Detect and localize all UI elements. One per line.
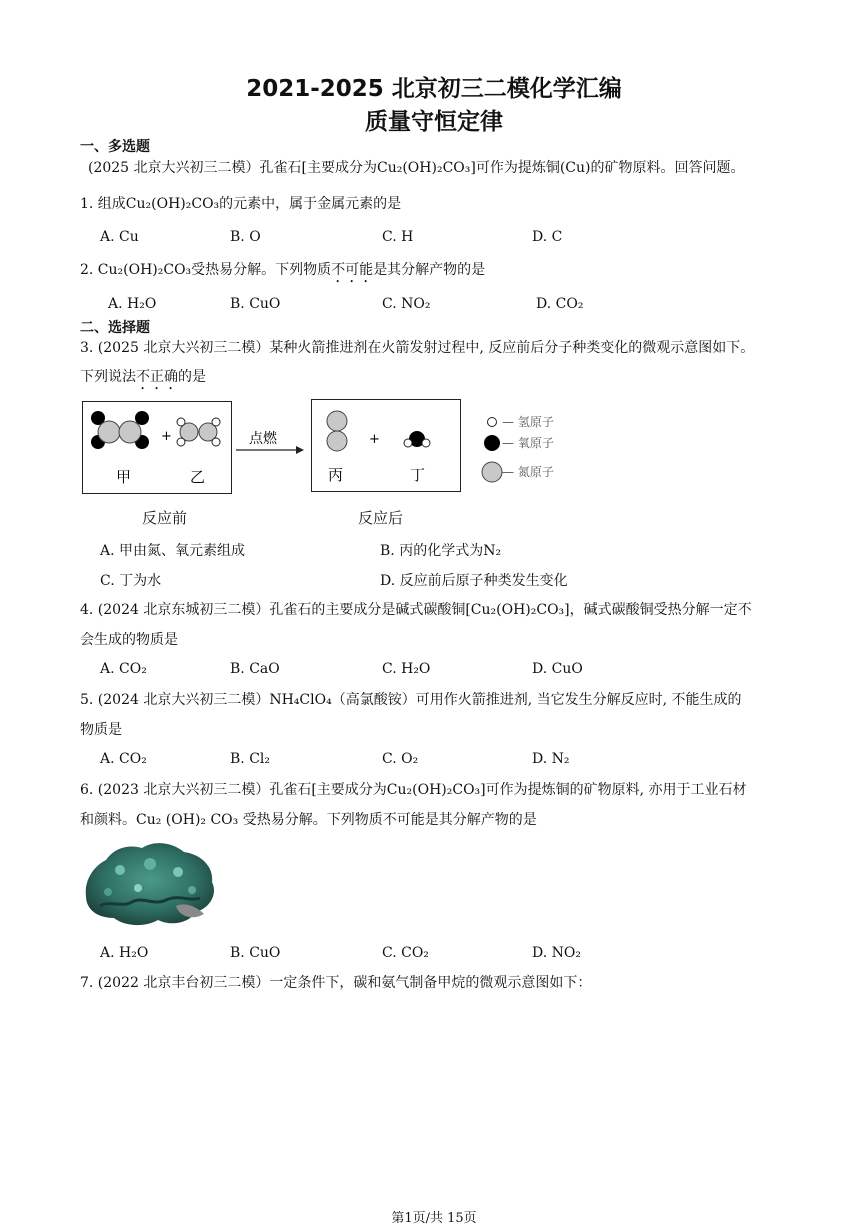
molecule-yi [177, 418, 220, 446]
q1-option-a: A. Cu [100, 229, 139, 245]
arrow-head-icon [296, 446, 304, 454]
q4-stem-line1: 4. (2024 北京东城初三二模）孔雀石的主要成分是碱式碳酸铜[Cu₂(OH)₂CO₃]，碱式碳酸铜受热分解一定不 [80, 602, 752, 618]
q2-option-b: B. CuO [230, 296, 281, 312]
q2-option-a: A. H₂O [108, 296, 157, 312]
q4-option-a: A. CO₂ [100, 661, 147, 677]
q2-stem-part-b: 是其分解产物的是 [373, 262, 486, 278]
hydrogen-atom [212, 438, 220, 446]
label-bing: 丙 [328, 466, 344, 484]
q3-stem-emphasis: 不正确 [136, 369, 178, 385]
molecule-jia [91, 411, 149, 449]
q3-option-b: B. 丙的化学式为N₂ [380, 543, 502, 559]
q5-option-c: C. O₂ [382, 751, 419, 767]
document-title: 2021-2025 北京初三二模化学汇编 [246, 76, 622, 102]
q1-option-d: D. C [532, 229, 563, 245]
q2-stem-part-a: 2. Cu₂(OH)₂CO₃受热易分解。下列物质 [80, 262, 332, 278]
hydrogen-atom [422, 439, 430, 447]
legend-oxygen-label: — 氧原子 [502, 436, 554, 450]
hydrogen-atom [212, 418, 220, 426]
q3-stem-line2-a: 下列说法 [80, 369, 136, 385]
q1-stem: 1. 组成Cu₂(OH)₂CO₃的元素中，属于金属元素的是 [80, 196, 402, 212]
mineral-crystal [144, 858, 156, 870]
hydrogen-atom [177, 438, 185, 446]
intro-text: (2025 北京大兴初三二模）孔雀石[主要成分为Cu₂(OH)₂CO₃]可作为提炼铜(Cu)的矿物原料。回答问题。 [88, 160, 745, 176]
plus-sign: + [369, 432, 380, 447]
legend-nitrogen-label: — 氮原子 [502, 465, 554, 479]
nitrogen-atom [327, 431, 347, 451]
section-heading-multi-choice: 一、多选题 [80, 139, 150, 155]
q6-stem-line1: 6. (2023 北京大兴初三二模）孔雀石[主要成分为Cu₂(OH)₂CO₃]可作为提炼铜的矿物原料, 亦用于工业石材 [80, 782, 747, 798]
q3-option-a: A. 甲由氮、氧元素组成 [100, 543, 246, 559]
nitrogen-atom [327, 411, 347, 431]
label-yi: 乙 [190, 468, 206, 486]
q5-option-b: B. Cl₂ [230, 751, 270, 767]
mineral-crystal [173, 867, 183, 877]
legend-hydrogen-label: — 氢原子 [502, 415, 554, 429]
q7-stem: 7. (2022 北京丰台初三二模）一定条件下，碳和氨气制备甲烷的微观示意图如下： [80, 975, 592, 991]
nitrogen-atom [119, 421, 141, 443]
document-subtitle: 质量守恒定律 [365, 109, 503, 135]
label-jia: 甲 [116, 468, 132, 486]
mineral-crystal [134, 884, 142, 892]
nitrogen-atom [98, 421, 120, 443]
q3-option-d: D. 反应前后原子种类发生变化 [380, 573, 568, 589]
mineral-crystal [115, 865, 125, 875]
q3-stem-line2-b: 的是 [178, 369, 206, 385]
caption-before-reaction: 反应前 [142, 509, 188, 527]
malachite-mineral-image [80, 836, 220, 932]
q4-stem-line2: 会生成的物质是 [80, 632, 178, 648]
q2-stem [80, 260, 485, 286]
q3-stem-line2 [80, 367, 206, 393]
molecule-bing [327, 411, 347, 451]
q4-option-c: C. H₂O [382, 661, 431, 677]
page-footer: 第1页/共 15页 [391, 1211, 477, 1226]
legend-nitrogen-icon [482, 462, 502, 482]
q6-option-b: B. CuO [230, 945, 281, 961]
arrow-label: 点燃 [249, 431, 277, 447]
reaction-diagram [0, 395, 868, 505]
q6-option-d: D. NO₂ [532, 945, 581, 961]
q5-stem-line1: 5. (2024 北京大兴初三二模）NH₄ClO₄（高氯酸铵）可用作火箭推进剂, 当它发生分解反应时, 不能生成的 [80, 692, 742, 708]
caption-after-reaction: 反应后 [358, 509, 404, 527]
legend-oxygen-icon [484, 435, 500, 451]
section-heading-single-choice: 二、选择题 [80, 320, 150, 336]
q2-option-c: C. NO₂ [382, 296, 431, 312]
q3-stem-line1: 3. (2025 北京大兴初三二模）某种火箭推进剂在火箭发射过程中, 反应前后分子种类变化的微观示意图如下。 [80, 340, 755, 356]
oxygen-atom [135, 411, 149, 425]
hydrogen-atom [404, 439, 412, 447]
q2-option-d: D. CO₂ [536, 296, 584, 312]
label-ding: 丁 [410, 466, 426, 484]
q3-option-c: C. 丁为水 [100, 573, 162, 589]
q4-option-b: B. CaO [230, 661, 280, 677]
q5-option-d: D. N₂ [532, 751, 570, 767]
hydrogen-atom [177, 418, 185, 426]
q4-option-d: D. CuO [532, 661, 583, 677]
q6-option-a: A. H₂O [100, 945, 149, 961]
q6-option-c: C. CO₂ [382, 945, 429, 961]
legend-hydrogen-icon [488, 418, 497, 427]
mineral-crystal [104, 888, 112, 896]
q2-stem-emphasis: 不可能 [331, 262, 374, 278]
q5-stem-line2: 物质是 [80, 722, 122, 738]
plus-sign: + [161, 429, 172, 444]
q1-option-c: C. H [382, 229, 414, 245]
q1-option-b: B. O [230, 229, 261, 245]
q6-stem-line2: 和颜料。Cu₂ (OH)₂ CO₃ 受热易分解。下列物质不可能是其分解产物的是 [80, 812, 537, 828]
molecule-ding [404, 431, 430, 447]
mineral-crystal [188, 886, 196, 894]
q5-option-a: A. CO₂ [100, 751, 147, 767]
